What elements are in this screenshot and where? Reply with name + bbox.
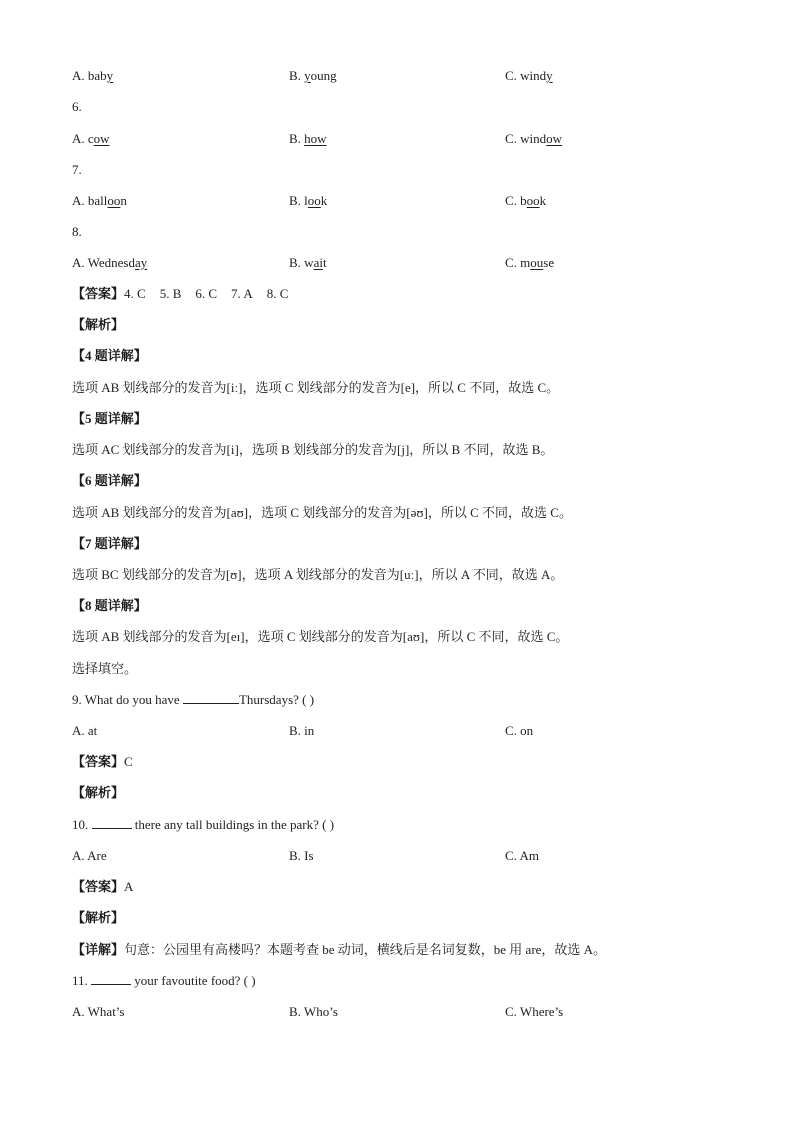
- answer-blank: [91, 971, 131, 985]
- detail-heading-8: 【8 题详解】: [72, 598, 147, 613]
- q6-option-b: B. how: [289, 131, 327, 146]
- q9-option-c: C. on: [505, 723, 534, 738]
- q10-analysis-label: 【解析】: [72, 910, 125, 925]
- q8-option-b: B. wait: [289, 255, 327, 270]
- answer-blank: [92, 815, 132, 829]
- q10-option-b: B. Is: [289, 848, 314, 863]
- answer-item: 5. B: [159, 286, 182, 301]
- answer-label: 【答案】: [72, 286, 125, 301]
- q6-number: 6.: [72, 99, 82, 114]
- q10-detail: 【详解】句意：公园里有高楼吗？本题考查 be 动词，横线后是名词复数，be 用 are，故选 A。: [72, 942, 607, 957]
- detail-text-7: 选项 BC 划线部分的发音为[ʊ]，选项 A 划线部分的发音为[uː]，所以 A 不同，故选 A。: [72, 567, 564, 582]
- q10-question: 10. there any tall buildings in the park? ( ): [72, 817, 335, 832]
- q7-option-b: B. look: [289, 193, 328, 208]
- answers-line: [72, 284, 288, 304]
- detail-text-6: 选项 AB 划线部分的发音为[aʊ]，选项 C 划线部分的发音为[əʊ]，所以 C 不同，故选 C。: [72, 505, 572, 520]
- answer-item: 8. C: [266, 286, 289, 301]
- q11-option-b: B. Who’s: [289, 1004, 338, 1019]
- q8-option-a: A. Wednesday: [72, 255, 148, 270]
- q5-option-a: A. baby: [72, 68, 114, 83]
- analysis-label: 【解析】: [72, 317, 125, 332]
- answer-item: 4. C: [124, 286, 146, 301]
- answer-blank: [183, 690, 239, 704]
- detail-text-5: 选项 AC 划线部分的发音为[i]，选项 B 划线部分的发音为[j]，所以 B 不同，故选 B。: [72, 442, 554, 457]
- q11-option-c: C. Where’s: [505, 1004, 564, 1019]
- detail-heading-5: 【5 题详解】: [72, 411, 147, 426]
- answer-item: 7. A: [231, 286, 253, 301]
- detail-heading-6: 【6 题详解】: [72, 473, 147, 488]
- q8-number: 8.: [72, 224, 82, 239]
- q9-question: 9. What do you have Thursdays? ( ): [72, 692, 315, 707]
- q6-option-c: C. window: [505, 131, 563, 146]
- q10-option-c: C. Am: [505, 848, 539, 863]
- q10-answer: 【答案】A: [72, 879, 134, 894]
- detail-text-8: 选项 AB 划线部分的发音为[eɪ]，选项 C 划线部分的发音为[aʊ]，所以 C 不同，故选 C。: [72, 629, 569, 644]
- q5-option-c: C. windy: [505, 68, 553, 83]
- section-title: 选择填空。: [72, 661, 138, 676]
- q11-question: 11. your favoutite food? ( ): [72, 973, 256, 988]
- q7-option-a: A. balloon: [72, 193, 127, 208]
- detail-heading-7: 【7 题详解】: [72, 536, 147, 551]
- q9-option-b: B. in: [289, 723, 315, 738]
- detail-heading-4: 【4 题详解】: [72, 348, 147, 363]
- q9-analysis-label: 【解析】: [72, 785, 125, 800]
- q6-option-a: A. cow: [72, 131, 110, 146]
- answer-item: 6. C: [195, 286, 218, 301]
- detail-text-4: 选项 AB 划线部分的发音为[iː]，选项 C 划线部分的发音为[e]，所以 C 不同，故选 C。: [72, 380, 560, 395]
- q7-option-c: C. book: [505, 193, 547, 208]
- q9-answer: 【答案】C: [72, 754, 133, 769]
- q5-option-b: B. young: [289, 68, 337, 83]
- q11-option-a: A. What’s: [72, 1004, 125, 1019]
- q8-option-c: C. mouse: [505, 255, 555, 270]
- q9-option-a: A. at: [72, 723, 98, 738]
- q10-option-a: A. Are: [72, 848, 107, 863]
- q7-number: 7.: [72, 162, 82, 177]
